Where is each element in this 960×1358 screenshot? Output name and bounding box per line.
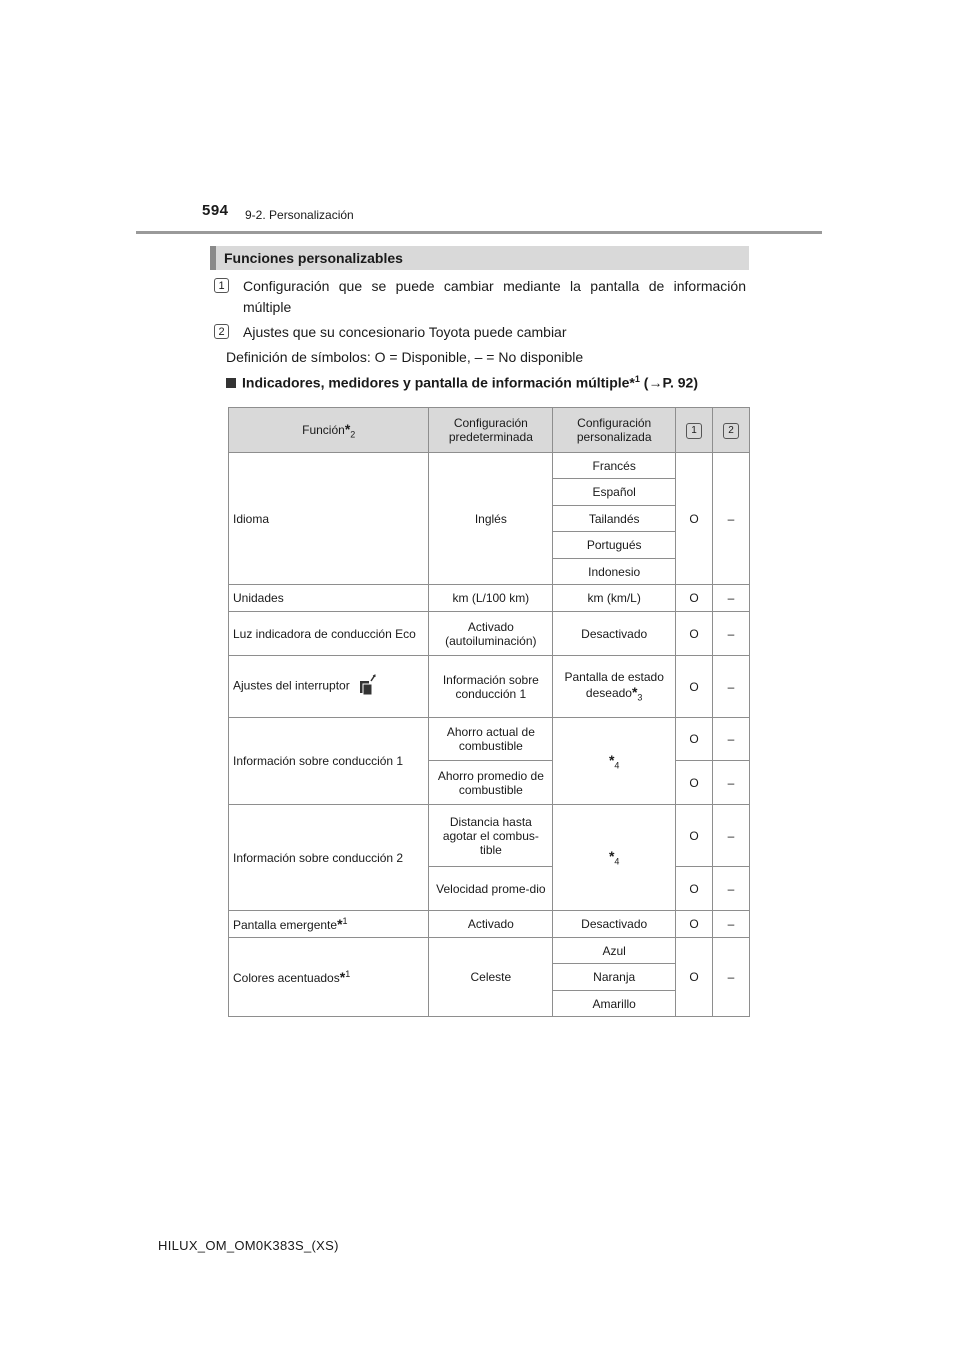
default-cell: Ahorro actual de combustible xyxy=(429,718,553,761)
square-bullet-icon xyxy=(226,378,236,388)
table-row xyxy=(229,453,750,479)
option-cell: Indonesio xyxy=(553,559,676,585)
col2-cell: – xyxy=(713,656,750,718)
ref-open: ( xyxy=(639,374,649,391)
default-cell: Información sobre conducción 1 xyxy=(429,656,553,718)
custom-cell: Desactivado xyxy=(553,911,676,938)
custom-cell: km (km/L) xyxy=(553,585,676,612)
symbol-definition: Definición de símbolos: O = Disponible, – = No disponible xyxy=(226,349,584,365)
default-cell: Ahorro promedio de combustible xyxy=(429,761,553,805)
option-cell: Tailandés xyxy=(553,506,676,532)
col1-cell: O xyxy=(676,761,713,805)
table-row xyxy=(229,805,750,867)
subheading-text: Indicadores, medidores y pantalla de información múltiple xyxy=(242,374,630,391)
row-name-ajustes: Ajustes del interruptor xyxy=(229,656,429,718)
row-default-idioma: Inglés xyxy=(429,453,553,585)
table-row xyxy=(229,938,750,964)
table-header-row xyxy=(229,408,750,453)
option-cell: Portugués xyxy=(553,532,676,559)
legend-text-2: Ajustes que su concesionario Toyota puede cambiar xyxy=(243,324,567,340)
table-row xyxy=(229,911,750,938)
table-row xyxy=(229,612,750,656)
row-name-unidades: Unidades xyxy=(229,585,429,612)
row-name-info1: Información sobre conducción 1 xyxy=(229,718,429,805)
number-2-badge: 2 xyxy=(214,324,229,339)
col1-cell: O xyxy=(676,911,713,938)
row-name-emergente: Pantalla emergente*$^1$ xyxy=(229,911,429,938)
default-cell: Activado xyxy=(429,911,553,938)
subheading xyxy=(226,374,698,391)
default-cell: Velocidad prome-dio xyxy=(429,867,553,911)
col1-cell: O xyxy=(676,585,713,612)
section-label: 9-2. Personalización xyxy=(245,208,354,222)
header-rule xyxy=(136,231,822,234)
table-row xyxy=(229,585,750,612)
col1-cell: O xyxy=(676,453,713,585)
col1-cell: O xyxy=(676,938,713,1017)
custom-cell: Desactivado xyxy=(553,612,676,656)
col1-cell: O xyxy=(676,805,713,867)
option-cell: Amarillo xyxy=(553,991,676,1017)
col2-cell: – xyxy=(713,867,750,911)
header-custom: Configuración personalizada xyxy=(553,408,676,453)
option-cell: Español xyxy=(553,479,676,506)
col1-cell: O xyxy=(676,656,713,718)
option-cell: Naranja xyxy=(553,964,676,991)
table-row xyxy=(229,718,750,761)
option-cell: Azul xyxy=(553,938,676,964)
header-default: Configuración predeterminada xyxy=(429,408,553,453)
table-row xyxy=(229,656,750,718)
custom-cell: $*_4$ xyxy=(553,805,676,911)
default-cell: Celeste xyxy=(429,938,553,1017)
number-1-badge: 1 xyxy=(214,278,229,293)
col2-cell: – xyxy=(713,453,750,585)
footer-code: HILUX_OM_OM0K383S_(XS) xyxy=(158,1238,339,1253)
page-number: 594 xyxy=(202,202,229,219)
col2-cell: – xyxy=(713,911,750,938)
footnote-ref: 1 xyxy=(634,374,640,384)
default-cell: Distancia hasta agotar el combus-tible xyxy=(429,805,553,867)
number-1-badge: 1 xyxy=(686,423,702,439)
default-cell: Activado (autoiluminación) xyxy=(429,612,553,656)
col1-cell: O xyxy=(676,612,713,656)
header-col-1 xyxy=(676,408,713,453)
col2-cell: – xyxy=(713,585,750,612)
page-reference: P. 92) xyxy=(662,374,698,391)
col2-cell: – xyxy=(713,718,750,761)
legend-item-1 xyxy=(214,276,749,320)
header-funcion: $Función*_2$ xyxy=(229,408,429,453)
arrow-icon: → xyxy=(648,374,663,391)
footnote-star: * xyxy=(629,374,635,391)
col2-cell: – xyxy=(713,612,750,656)
row-name-info2: Información sobre conducción 2 xyxy=(229,805,429,911)
steering-switch-icon xyxy=(359,674,377,699)
custom-cell: Pantalla de estado $deseado*_3$ xyxy=(553,656,676,718)
row-name-eco: Luz indicadora de conducción Eco xyxy=(229,612,429,656)
custom-cell: $*_4$ xyxy=(553,718,676,805)
row-name-colores: Colores acentuados*$^1$ xyxy=(229,938,429,1017)
settings-table xyxy=(228,407,750,1017)
col2-cell: – xyxy=(713,938,750,1017)
col1-cell: O xyxy=(676,718,713,761)
row-name-idioma: Idioma xyxy=(229,453,429,585)
col1-cell: O xyxy=(676,867,713,911)
option-cell: Francés xyxy=(553,453,676,479)
number-2-badge: 2 xyxy=(723,423,739,439)
section-title: Funciones personalizables xyxy=(210,246,749,270)
col2-cell: – xyxy=(713,761,750,805)
header-col-2 xyxy=(713,408,750,453)
default-cell: km (L/100 km) xyxy=(429,585,553,612)
legend-text-1: Configuración que se puede cambiar mediante la pantalla de información múltiple xyxy=(243,278,746,315)
col2-cell: – xyxy=(713,805,750,867)
